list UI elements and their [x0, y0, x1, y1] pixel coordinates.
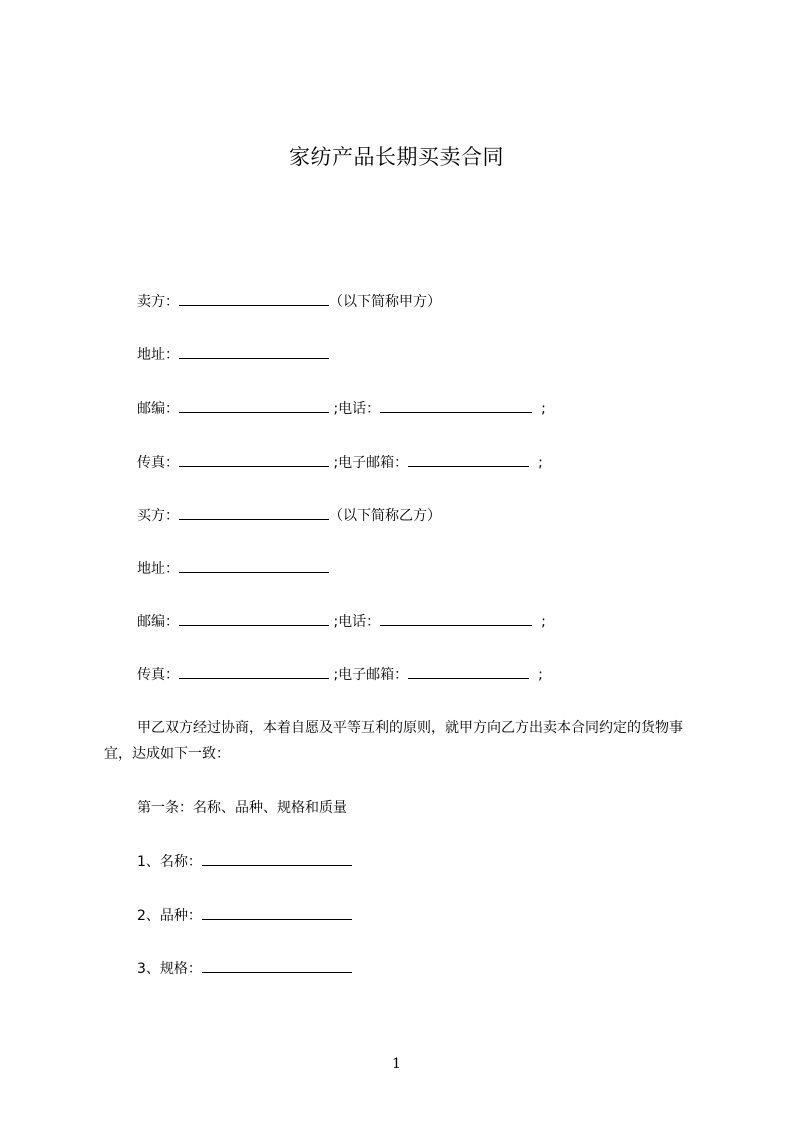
- item-name-label: 1、名称：: [137, 854, 202, 870]
- buyer-fax-blank[interactable]: [179, 664, 329, 679]
- seller-fax-label: 传真：: [137, 455, 179, 471]
- seller-postcode-blank[interactable]: [179, 398, 329, 413]
- seller-postcode-line: [137, 398, 546, 419]
- intro-paragraph: [104, 715, 704, 767]
- buyer-email-blank[interactable]: [408, 664, 529, 679]
- seller-fax-blank[interactable]: [179, 452, 329, 467]
- seller-phone-end: ;: [541, 401, 546, 417]
- buyer-postcode-blank[interactable]: [179, 611, 329, 626]
- seller-email-blank[interactable]: [408, 452, 529, 467]
- item-name-blank[interactable]: [202, 851, 352, 866]
- item-variety-line: [137, 905, 352, 926]
- buyer-fax-line: [137, 664, 543, 685]
- buyer-line: [137, 505, 441, 526]
- buyer-name-blank[interactable]: [179, 505, 329, 520]
- buyer-address-blank[interactable]: [179, 558, 329, 573]
- seller-postcode-label: 邮编：: [137, 401, 179, 417]
- buyer-phone-end: ;: [541, 614, 546, 630]
- seller-fax-line: [137, 452, 543, 473]
- buyer-address-line: [137, 558, 329, 579]
- buyer-postcode-line: [137, 611, 546, 632]
- seller-email-end: ;: [538, 455, 543, 471]
- item-spec-line: [137, 958, 352, 979]
- seller-phone-blank[interactable]: [380, 398, 532, 413]
- buyer-postcode-label: 邮编：: [137, 614, 179, 630]
- buyer-fax-label: 传真：: [137, 667, 179, 683]
- item-variety-blank[interactable]: [202, 905, 352, 920]
- buyer-label: 买方：: [137, 508, 179, 524]
- seller-address-line: [137, 344, 329, 365]
- buyer-address-label: 地址：: [137, 561, 179, 577]
- page-number: 1: [392, 1056, 401, 1072]
- buyer-alias: （以下简称乙方）: [329, 508, 441, 524]
- item-variety-label: 2、品种：: [137, 908, 202, 924]
- intro-text: 甲乙双方经过协商，本着自愿及平等互利的原则，就甲方向乙方出卖本合同约定的货物事宜，达成如下一致：: [104, 720, 683, 762]
- item-spec-label: 3、规格：: [137, 961, 202, 977]
- seller-name-blank[interactable]: [179, 291, 329, 306]
- buyer-email-label: ;电子邮箱：: [333, 667, 409, 683]
- seller-label: 卖方：: [137, 294, 179, 310]
- seller-phone-label: ;电话：: [333, 401, 381, 417]
- seller-alias: （以下简称甲方）: [329, 294, 441, 310]
- buyer-email-end: ;: [538, 667, 543, 683]
- buyer-phone-label: ;电话：: [333, 614, 381, 630]
- seller-email-label: ;电子邮箱：: [333, 455, 409, 471]
- item-name-line: [137, 851, 352, 872]
- item-spec-blank[interactable]: [202, 958, 352, 973]
- seller-address-label: 地址：: [137, 347, 179, 363]
- contract-title: 家纺产品长期买卖合同: [289, 145, 504, 169]
- buyer-phone-blank[interactable]: [380, 611, 532, 626]
- article1-heading: 第一条：名称、品种、规格和质量: [137, 800, 347, 816]
- seller-line: [137, 291, 441, 312]
- seller-address-blank[interactable]: [179, 344, 329, 359]
